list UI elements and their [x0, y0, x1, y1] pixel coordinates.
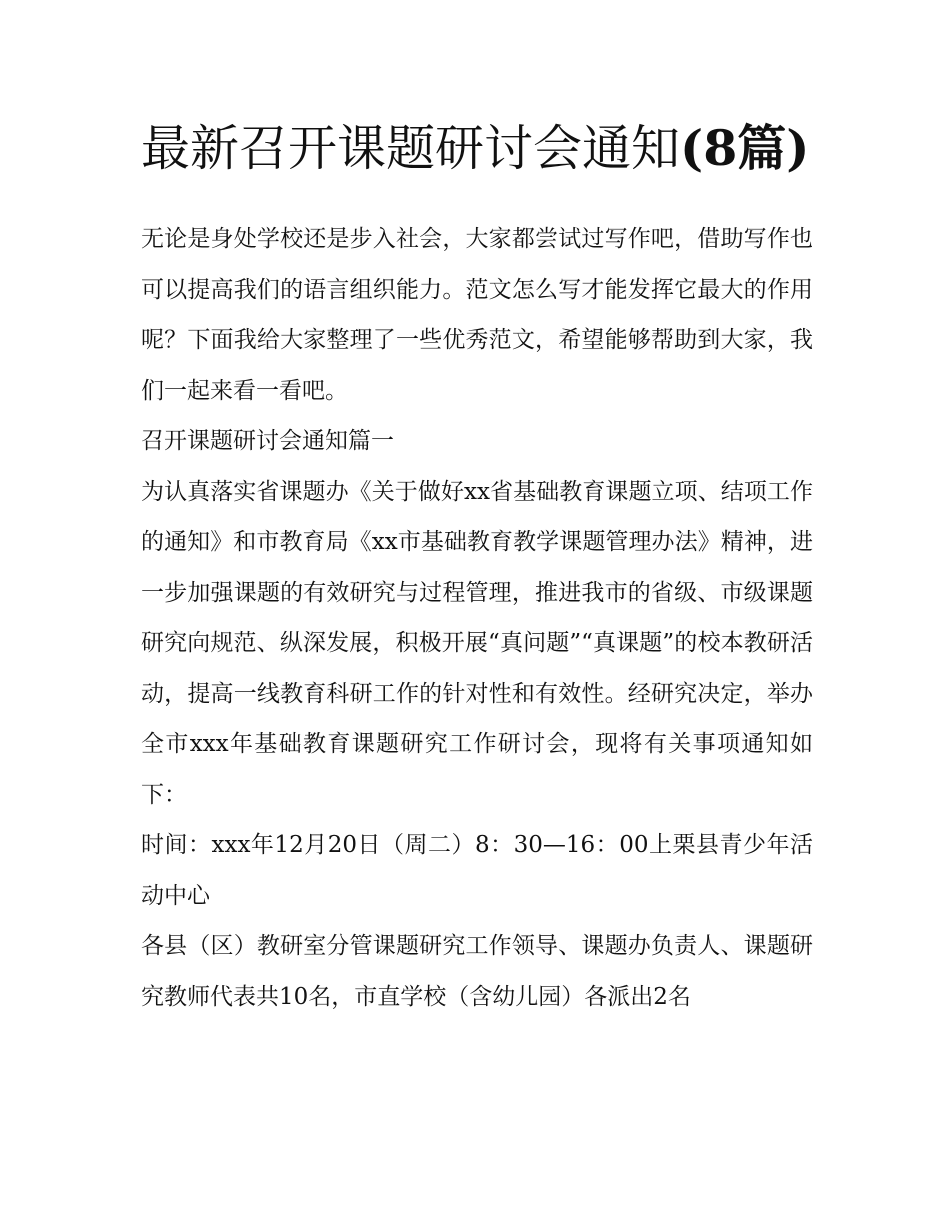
participants-paragraph: 各县（区）教研室分管课题研究工作领导、课题办负责人、课题研究教师代表共10名，市直学校（含幼儿园）各派出2名	[141, 933, 813, 1010]
intro-paragraph: 无论是身处学校还是步入社会，大家都尝试过写作吧，借助写作也可以提高我们的语言组织能力。范文怎么写才能发挥它最大的作用呢？下面我给大家整理了一些优秀范文，希望能够帮助到大家，我们一起来看一看吧。	[141, 226, 813, 404]
time-paragraph: 时间：xxx年12月20日（周二）8：30—16：00上栗县青少年活动中心	[141, 832, 813, 909]
title-suffix: (8篇)	[680, 119, 810, 177]
section-heading: 召开课题研讨会通知篇一	[141, 428, 394, 454]
document-page	[141, 105, 813, 1022]
body-paragraph: 为认真落实省课题办《关于做好xx省基础教育课题立项、结项工作的通知》和市教育局《xx市基础教育教学课题管理办法》精神，进一步加强课题的有效研究与过程管理，推进我市的省级、市级课题研究向规范、纵深发展，积极开展“真问题”“真课题”的校本教研活动，提高一线教育科研工作的针对性和有效性。经研究决定，举办全市xxx年基础教育课题研究工作研讨会，现将有关事项通知如下：	[141, 478, 813, 808]
title-main: 最新召开课题研讨会通知	[141, 120, 681, 177]
document-title	[141, 105, 813, 192]
